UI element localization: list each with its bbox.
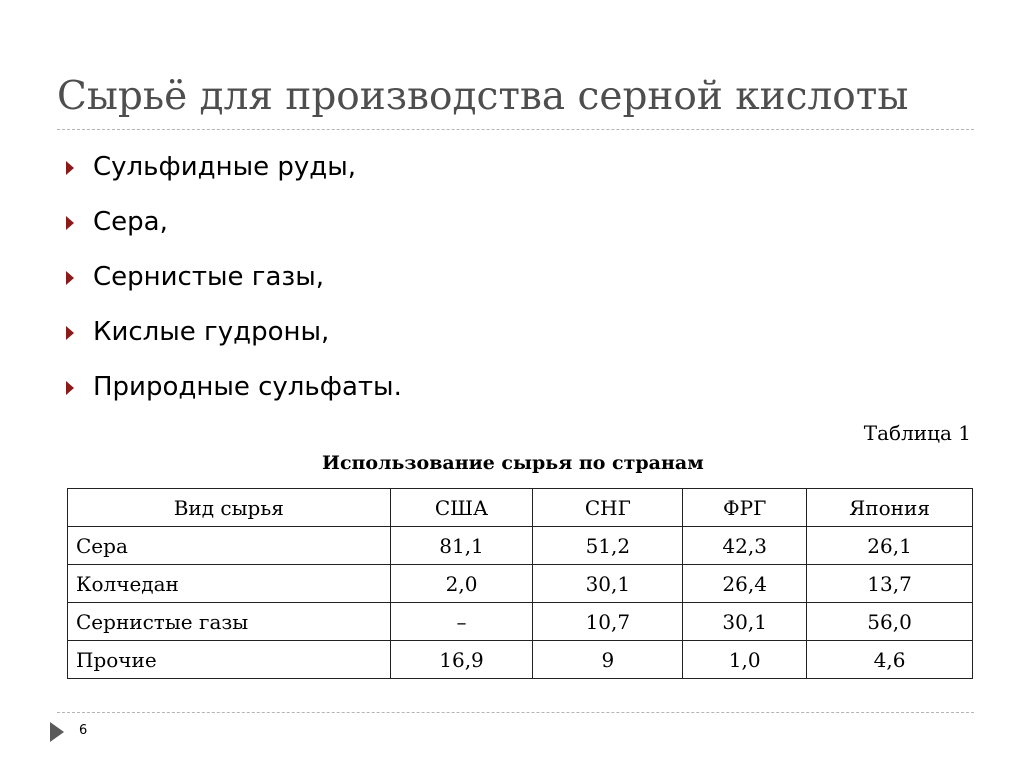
- table-cell: 10,7: [533, 603, 683, 641]
- table-cell: 4,6: [807, 641, 973, 679]
- column-header: Япония: [807, 489, 973, 527]
- table-cell: 56,0: [807, 603, 973, 641]
- table-row: [68, 565, 973, 603]
- table-cell: Прочие: [68, 641, 391, 679]
- column-header: Вид сырья: [68, 489, 391, 527]
- table-cell: 42,3: [683, 527, 807, 565]
- table-header-row: [68, 489, 973, 527]
- bullet-arrow-icon: [66, 326, 74, 340]
- bullet-text: Кислые гудроны,: [93, 317, 330, 347]
- table-cell: 9: [533, 641, 683, 679]
- bullet-text: Сульфидные руды,: [93, 152, 357, 182]
- table-cell: 13,7: [807, 565, 973, 603]
- column-header: СНГ: [533, 489, 683, 527]
- bullet-arrow-icon: [66, 271, 74, 285]
- table-row: [68, 641, 973, 679]
- bullet-item: [66, 250, 402, 305]
- bullet-arrow-icon: [66, 381, 74, 395]
- table-cell: 2,0: [390, 565, 533, 603]
- bullet-item: [66, 305, 402, 360]
- bullet-arrow-icon: [66, 216, 74, 230]
- table-cell: Колчедан: [68, 565, 391, 603]
- table-cell: 26,4: [683, 565, 807, 603]
- table-cell: 26,1: [807, 527, 973, 565]
- table-caption: Таблица 1: [863, 421, 971, 445]
- bullet-arrow-icon: [66, 161, 74, 175]
- table-cell: Сернистые газы: [68, 603, 391, 641]
- bullet-item: [66, 140, 402, 195]
- table-cell: 30,1: [533, 565, 683, 603]
- column-header: ФРГ: [683, 489, 807, 527]
- table-title: Использование сырья по странам: [322, 452, 704, 474]
- table-cell: 51,2: [533, 527, 683, 565]
- page-number: 6: [79, 723, 88, 738]
- raw-materials-table: [67, 488, 973, 679]
- bullet-text: Сернистые газы,: [93, 262, 324, 292]
- bullet-list: [66, 140, 402, 415]
- table-cell: Сера: [68, 527, 391, 565]
- footer-arrow-icon: [50, 722, 64, 742]
- slide-title: Сырьё для производства серной кислоты: [57, 74, 909, 119]
- table-cell: 30,1: [683, 603, 807, 641]
- title-divider: [57, 129, 974, 130]
- bullet-text: Сера,: [93, 207, 168, 237]
- table-cell: –: [390, 603, 533, 641]
- table-cell: 81,1: [390, 527, 533, 565]
- column-header: США: [390, 489, 533, 527]
- footer-divider: [57, 712, 974, 713]
- table-cell: 1,0: [683, 641, 807, 679]
- table-cell: 16,9: [390, 641, 533, 679]
- table-row: [68, 527, 973, 565]
- bullet-item: [66, 360, 402, 415]
- bullet-item: [66, 195, 402, 250]
- table-row: [68, 603, 973, 641]
- bullet-text: Природные сульфаты.: [93, 372, 402, 402]
